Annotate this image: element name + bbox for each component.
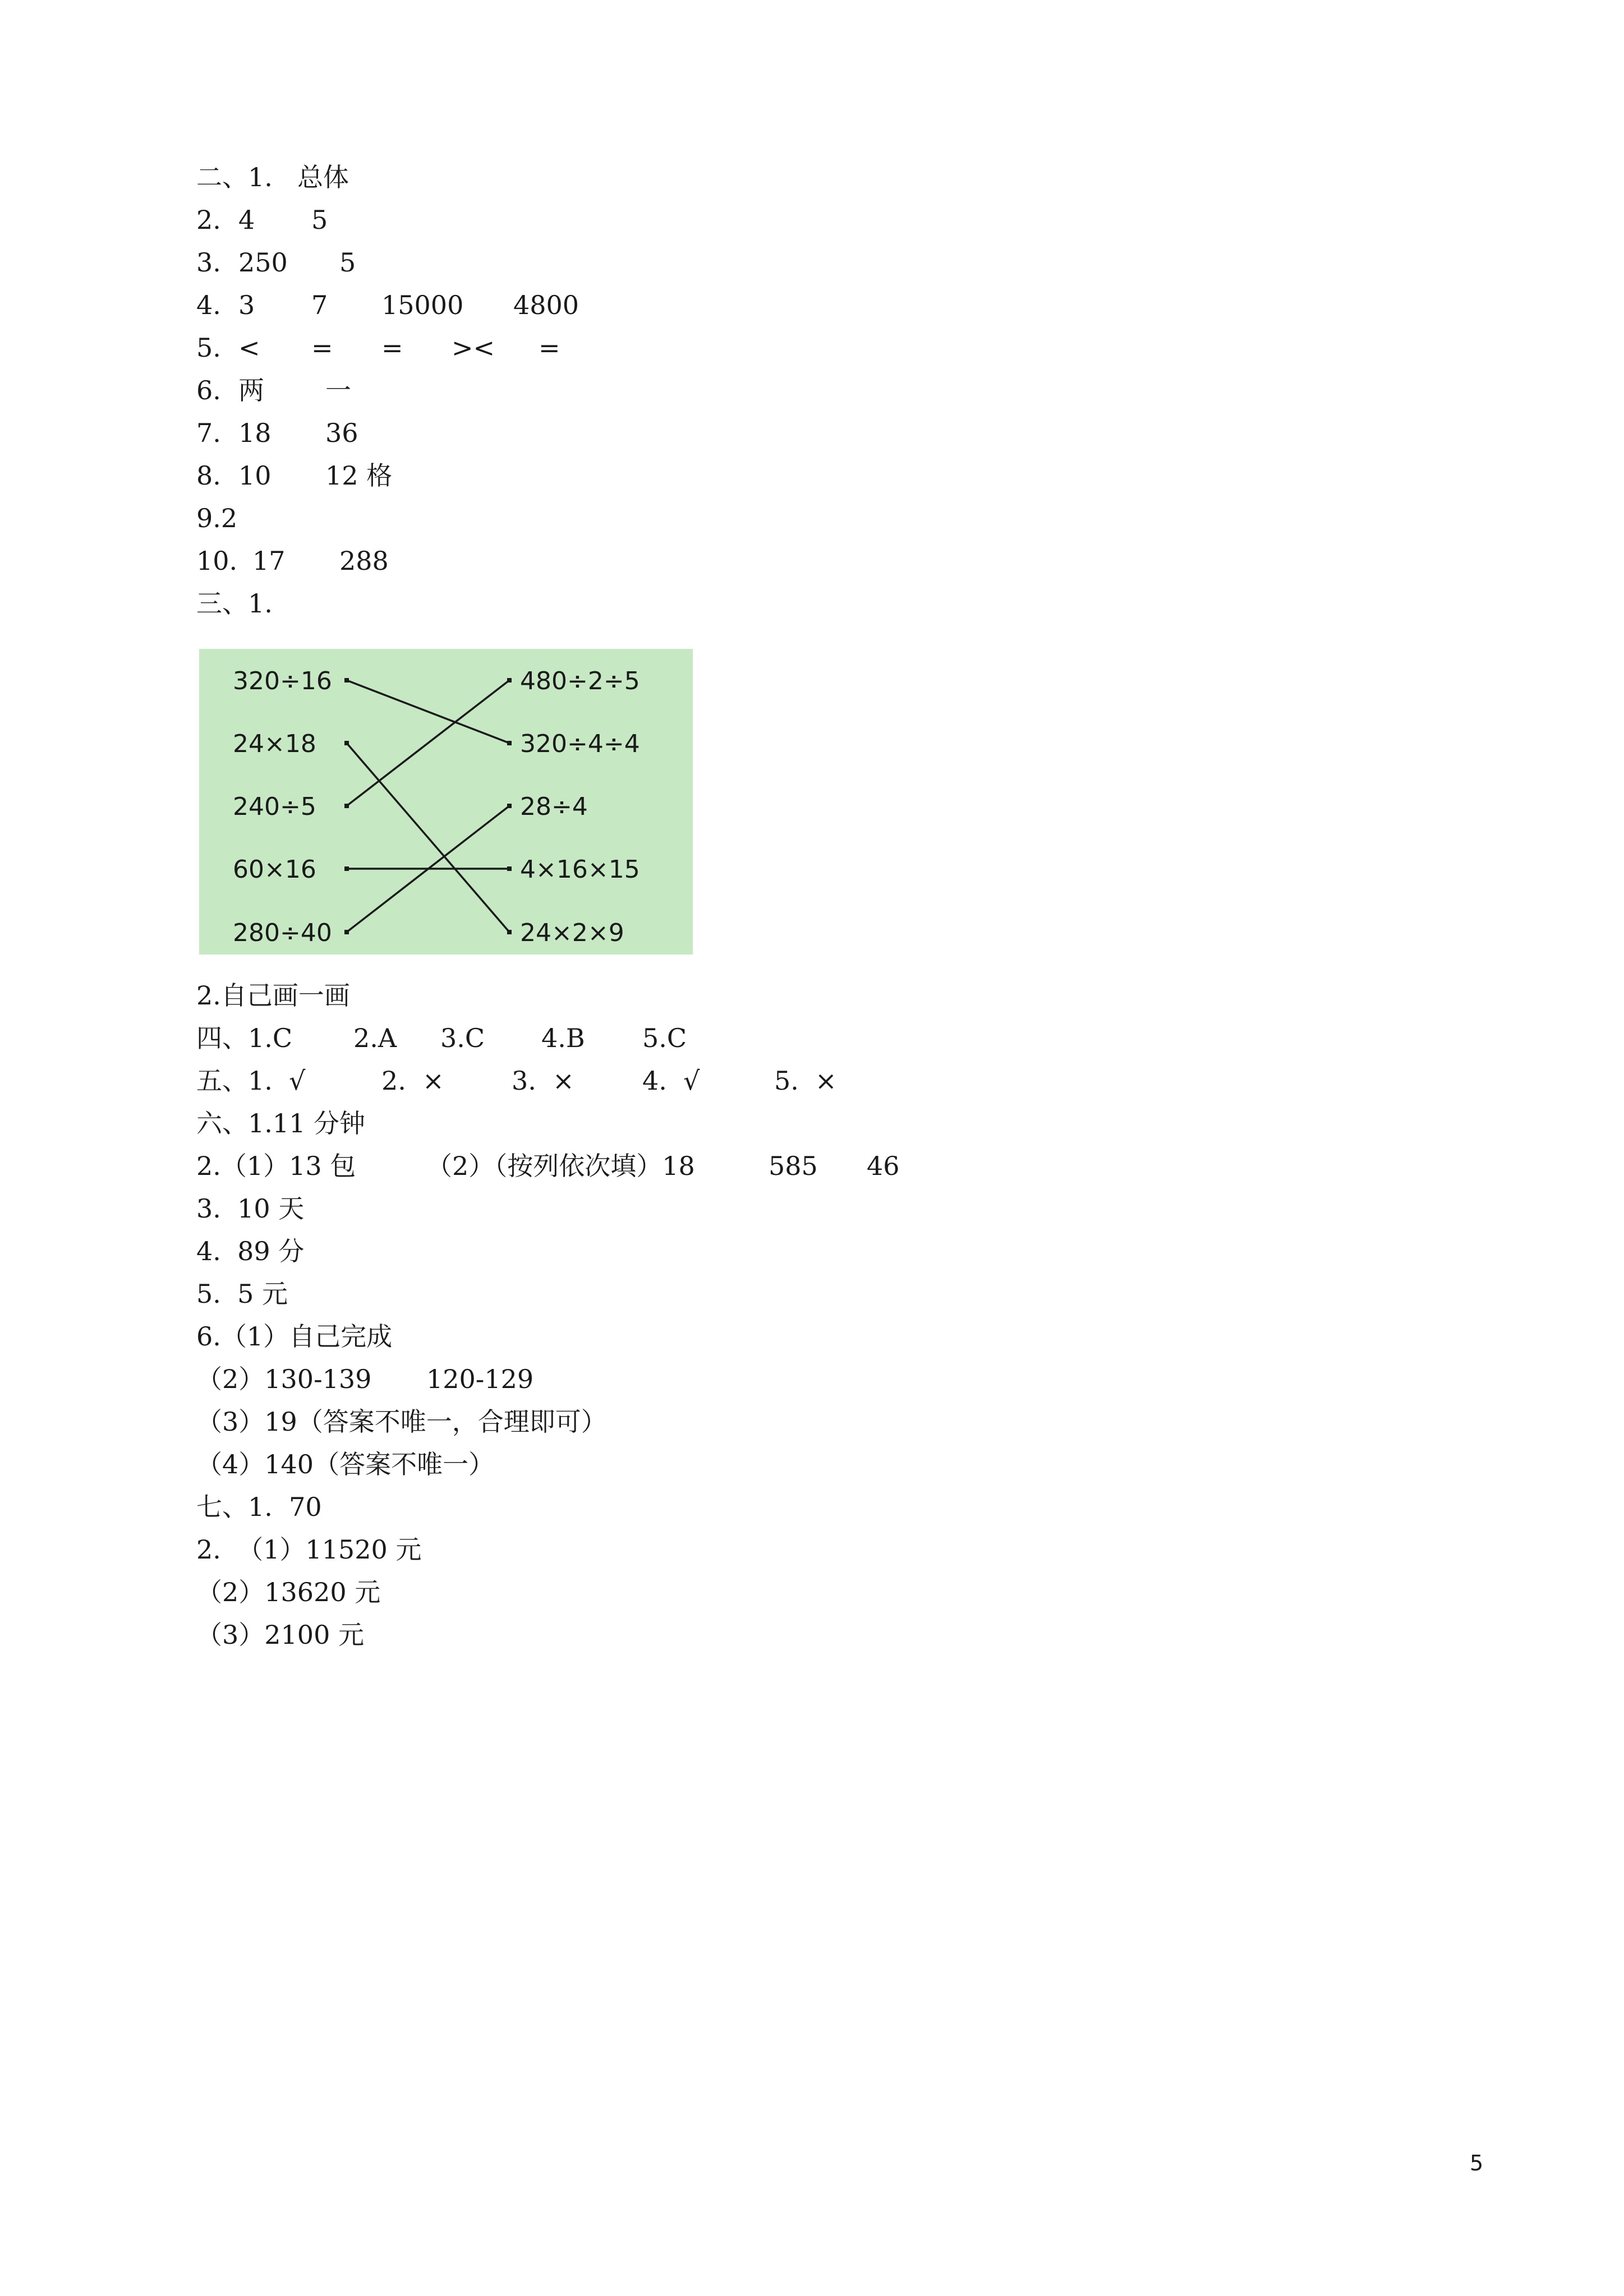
left-dot — [344, 866, 349, 871]
answer-line-2-6 — [196, 369, 351, 412]
answer-text: 2.（1）13 包 — [196, 1151, 356, 1181]
answer-text: 2.A — [353, 1023, 397, 1053]
answer-line-2-8 — [196, 454, 393, 497]
answer-line-6-6-2 — [196, 1358, 534, 1400]
item-label: 6. — [196, 375, 221, 405]
right-expression: 480÷2÷5 — [520, 667, 640, 695]
section-heading: 三、1. — [196, 588, 273, 619]
match-line — [347, 680, 509, 743]
answer-line-2-7 — [196, 412, 358, 454]
item-label: 7. — [196, 418, 221, 448]
answer-text: 6.（1）自己完成 — [196, 1321, 393, 1352]
answer-text: 1. √ — [248, 1066, 306, 1096]
answer-text: 36 — [325, 418, 358, 448]
answer-line-2-1 — [196, 156, 349, 199]
answer-line-7-2-3 — [196, 1613, 364, 1656]
answer-line-6-6-3 — [196, 1400, 607, 1443]
answer-text: 总体 — [297, 162, 349, 192]
item-label: 10. — [196, 546, 238, 576]
section-label: 四、 — [196, 1023, 248, 1053]
right-expression: 24×2×9 — [520, 919, 624, 947]
matching-diagram — [199, 649, 693, 955]
answer-line-6-3 — [196, 1187, 305, 1230]
item-label: 8. — [196, 460, 221, 491]
answer-text: 2.自己画一画 — [196, 980, 350, 1011]
answer-line-6-1 — [196, 1102, 366, 1145]
right-dot — [507, 866, 512, 871]
answer-text: 7 — [311, 290, 328, 320]
answer-text: 12 格 — [325, 460, 393, 491]
answer-line-7-2-2 — [196, 1571, 381, 1613]
answer-text: 1.C — [248, 1023, 293, 1053]
answer-text: 4.B — [541, 1023, 585, 1053]
right-dot — [507, 804, 512, 808]
answer-text: 两 — [238, 375, 264, 405]
answer-text: 3. × — [512, 1066, 574, 1096]
left-expression: 60×16 — [233, 855, 316, 884]
answer-text: 2. × — [381, 1066, 444, 1096]
right-expression: 28÷4 — [520, 792, 588, 821]
answer-line-2-9 — [196, 497, 238, 540]
answer-line-2-2 — [196, 199, 328, 241]
answer-line-4 — [196, 1017, 687, 1059]
answer-text: 5 — [311, 205, 328, 235]
right-expression: 320÷4÷4 — [520, 730, 640, 758]
item-label: 9.2 — [196, 503, 238, 533]
answer-text: （2）（按列依次填）18 — [426, 1151, 695, 1181]
answer-line-6-4 — [196, 1230, 305, 1273]
answer-text: 120-129 — [426, 1364, 534, 1394]
match-line — [347, 680, 509, 806]
answer-text: 4. 89 分 — [196, 1236, 305, 1266]
answer-text: 3. 10 天 — [196, 1193, 305, 1224]
answer-line-2-3 — [196, 241, 356, 284]
answer-text: 5 — [339, 247, 356, 278]
answer-text: 六、1.11 分钟 — [196, 1108, 366, 1138]
left-expression: 280÷40 — [233, 919, 332, 947]
page-number: 5 — [1470, 2151, 1484, 2175]
answer-line-3-2 — [196, 974, 350, 1017]
answer-text: 10 — [238, 460, 272, 491]
match-line — [347, 743, 509, 932]
left-expression: 320÷16 — [233, 667, 332, 695]
left-dot — [344, 678, 349, 683]
item-label: 5. — [196, 333, 221, 363]
answer-text: （2）13620 元 — [196, 1577, 381, 1607]
answer-text: 4800 — [513, 290, 579, 320]
matching-lines-svg — [199, 649, 693, 955]
answer-line-6-6-4 — [196, 1443, 495, 1486]
answer-line-6-5 — [196, 1273, 288, 1315]
item-label: 4. — [196, 290, 221, 320]
answer-line-2-4 — [196, 284, 579, 326]
answer-text: 5. 5 元 — [196, 1279, 288, 1309]
answer-text: （4）140（答案不唯一） — [196, 1449, 495, 1479]
answer-text: 5.C — [642, 1023, 687, 1053]
answer-line-2-10 — [196, 540, 389, 582]
answer-text: 17 — [252, 546, 286, 576]
right-dot — [507, 678, 512, 683]
right-dot — [507, 930, 512, 934]
answer-text: = — [381, 333, 403, 363]
answer-text: 250 — [238, 247, 288, 278]
section-3-heading — [196, 582, 273, 625]
answer-text: 4. √ — [642, 1066, 700, 1096]
answer-text: 15000 — [381, 290, 464, 320]
answer-text: 4 — [238, 205, 255, 235]
answer-text: 3.C — [440, 1023, 485, 1053]
answer-line-7-1 — [196, 1486, 322, 1528]
answer-text: 一 — [325, 375, 351, 405]
answer-line-2-5 — [196, 326, 560, 369]
item-label: 2. — [196, 205, 221, 235]
section-label: 五、 — [196, 1066, 248, 1096]
left-expression: 240÷5 — [233, 792, 316, 821]
answer-text: 七、1. 70 — [196, 1492, 322, 1522]
answer-text: 5. × — [774, 1066, 837, 1096]
item-label: 3. — [196, 247, 221, 278]
left-expression: 24×18 — [233, 730, 316, 758]
right-dot — [507, 741, 512, 745]
answer-line-6-6 — [196, 1315, 393, 1358]
answer-text: < — [238, 333, 260, 363]
right-expression: 4×16×15 — [520, 855, 640, 884]
answer-text: （3）19（答案不唯一，合理即可） — [196, 1407, 607, 1437]
answer-text: 288 — [339, 546, 389, 576]
answer-line-7-2 — [196, 1528, 422, 1571]
answer-text: >< — [452, 333, 495, 363]
answer-text: （2）130-139 — [196, 1364, 372, 1394]
answer-text: 3 — [238, 290, 255, 320]
left-dot — [344, 741, 349, 745]
answer-text: 18 — [238, 418, 272, 448]
answer-text: = — [311, 333, 333, 363]
answer-line-6-2 — [196, 1145, 900, 1187]
answer-text: （3）2100 元 — [196, 1620, 364, 1650]
answer-text: 46 — [867, 1151, 900, 1181]
item-label: 二、1. — [196, 162, 273, 192]
answer-text: = — [539, 333, 560, 363]
answer-text: 2. （1）11520 元 — [196, 1534, 422, 1565]
answer-line-5 — [196, 1059, 837, 1102]
left-dot — [344, 930, 349, 934]
answer-text: 585 — [769, 1151, 818, 1181]
left-dot — [344, 804, 349, 808]
